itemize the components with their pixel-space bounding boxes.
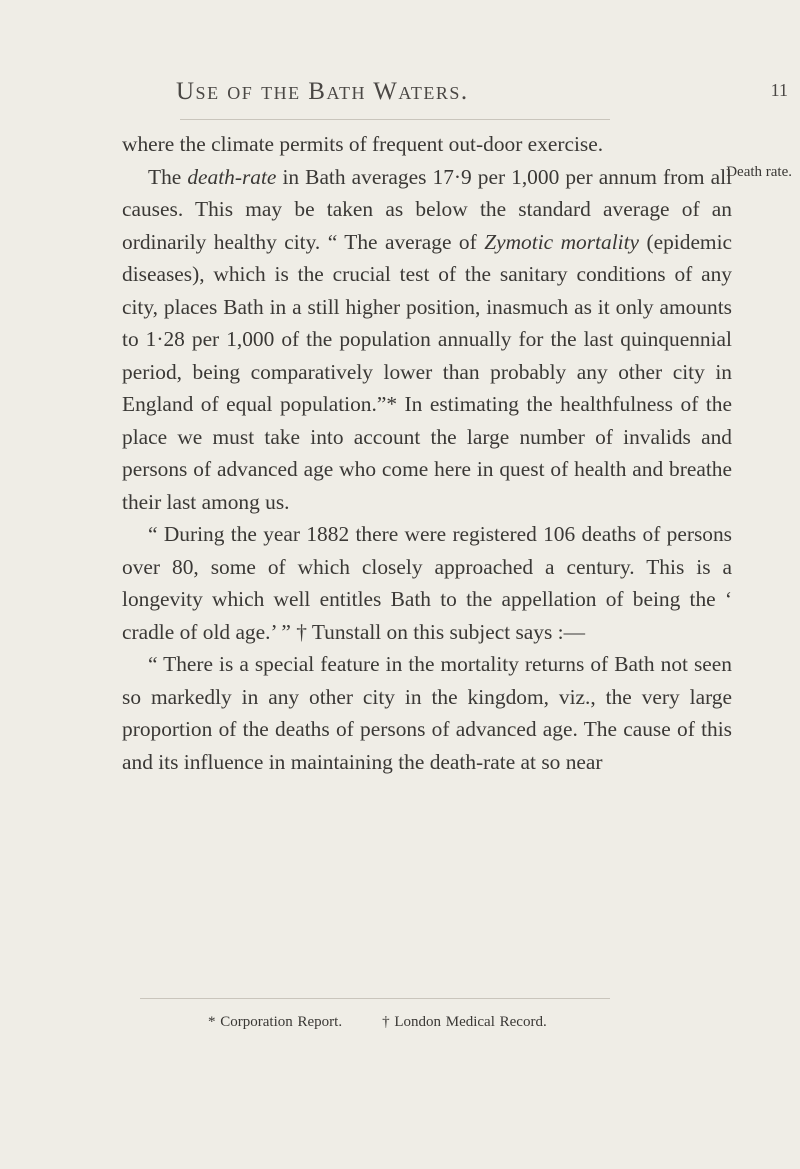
- paragraph-2-end: (epidemic diseases), which is the crucial test of the sanitary conditions of any city, places Bath in a still higher position, inasmuch as it only amounts to 1·28 per 1,000 of the population annually for the last quinquennial period, being comparatively lower than probably any other city in England of equal population.”* In estimating the healthfulness of the place we must take into account the large number of invalids and persons of advanced age who come here in quest of health and breathe their last among us.: [122, 229, 733, 514]
- term-death-rate: death-rate: [187, 164, 277, 189]
- footnote-corporation-report: * Corporation Report.: [208, 1014, 343, 1030]
- footnotes: [208, 1014, 547, 1031]
- header-rule: [180, 119, 610, 120]
- paragraph-2-middle: in Bath averages 17·9 per 1,000 per annum from all causes. This may be taken as below the standard average of an ordinarily healthy city. “ The average of: [122, 164, 732, 254]
- running-head: Use of the Bath Waters.: [176, 78, 469, 105]
- paragraph-3: “ During the year 1882 there were registered 106 deaths of persons over 80, some of which closely approached a century. This is a longevity which well entitles Bath to the appellation of being the ‘ cradle of old age.’ ” † Tunstall on this subject says :—: [122, 522, 732, 644]
- term-zymotic-mortality: Zymotic mortality: [484, 229, 640, 254]
- paragraph-1: where the climate permits of frequent out-door exercise.: [122, 132, 604, 156]
- footnote-london-medical-record: † London Medical Record.: [382, 1014, 547, 1030]
- paragraph-2: [122, 161, 732, 519]
- page-number: 11: [770, 80, 788, 100]
- paragraph-4: “ There is a special feature in the mortality returns of Bath not seen so markedly in any other city in the kingdom, viz., the very large proportion of the deaths of persons of advanced age. The cause of this and its influence in maintaining the death-rate at so near: [122, 652, 732, 774]
- body-text: [122, 128, 732, 778]
- footnote-rule: [140, 998, 610, 999]
- paragraph-2-start: The: [148, 164, 188, 189]
- margin-note: Death rate.: [726, 164, 792, 180]
